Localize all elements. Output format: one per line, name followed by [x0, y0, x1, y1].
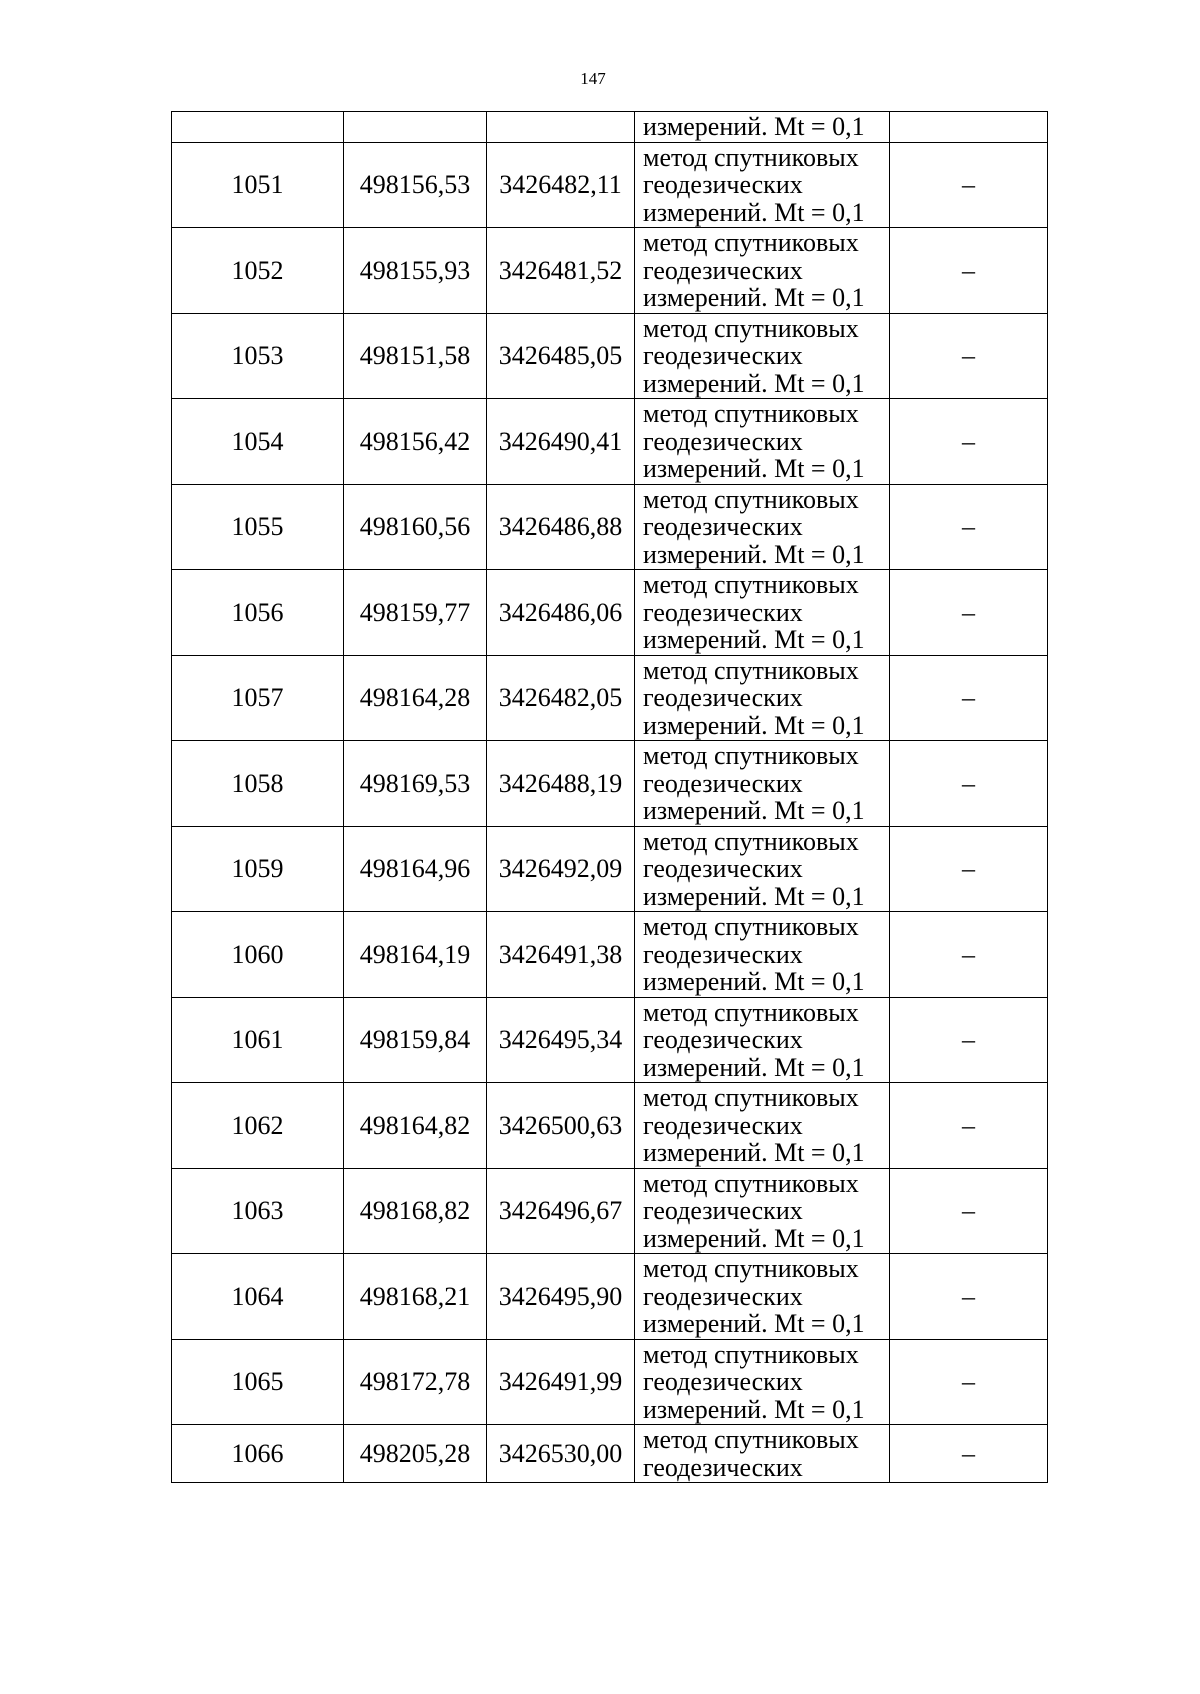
method-cell [635, 1425, 890, 1483]
method-line: геодезических [643, 854, 803, 883]
y-coordinate-cell: 3426530,00 [487, 1425, 635, 1483]
y-coordinate-cell: 3426488,19 [487, 741, 635, 827]
method-cell [635, 112, 890, 143]
y-coordinate-cell: 3426491,38 [487, 912, 635, 998]
table-row [172, 1168, 1048, 1254]
method-line: геодезических [643, 1452, 803, 1482]
note-cell: – [890, 997, 1048, 1083]
method-line: геодезических [643, 597, 803, 627]
note-cell: – [890, 1083, 1048, 1169]
method-cell [635, 1168, 890, 1254]
method-line: измерений. Mt = 0,1 [643, 881, 865, 911]
y-coordinate-cell: 3426486,88 [487, 484, 635, 570]
method-cell [635, 313, 890, 399]
point-number-cell: 1057 [172, 655, 344, 741]
method-line: измерений. Mt = 0,1 [643, 283, 865, 312]
method-cell [635, 1254, 890, 1340]
method-cell [635, 655, 890, 741]
point-number-cell: 1051 [172, 142, 344, 228]
x-coordinate-cell: 498155,93 [344, 228, 487, 314]
method-cell [635, 142, 890, 228]
method-line: измерений. Mt = 0,1 [643, 454, 865, 483]
y-coordinate-cell: 3426500,63 [487, 1083, 635, 1169]
point-number-cell: 1063 [172, 1168, 344, 1254]
note-cell: – [890, 1168, 1048, 1254]
method-cell [635, 1083, 890, 1169]
method-line: измерений. Mt = 0,1 [643, 1394, 865, 1424]
point-number-cell: 1055 [172, 484, 344, 570]
x-coordinate-cell: 498164,19 [344, 912, 487, 998]
method-line: метод спутниковых [643, 142, 859, 172]
note-cell: – [890, 399, 1048, 485]
table-row [172, 484, 1048, 570]
note-cell [890, 112, 1048, 143]
method-line: метод спутниковых [643, 1339, 859, 1369]
table-row [172, 741, 1048, 827]
x-coordinate-cell: 498164,96 [344, 826, 487, 912]
y-coordinate-cell: 3426495,90 [487, 1254, 635, 1340]
note-cell: – [890, 142, 1048, 228]
method-line: геодезических [643, 341, 803, 370]
method-line: измерений. Mt = 0,1 [643, 1052, 865, 1082]
x-coordinate-cell: 498168,21 [344, 1254, 487, 1340]
method-line: измерений. Mt = 0,1 [643, 1223, 865, 1253]
point-number-cell [172, 112, 344, 143]
table-row [172, 1083, 1048, 1169]
table-row [172, 826, 1048, 912]
point-number-cell: 1061 [172, 997, 344, 1083]
method-line: метод спутниковых [643, 313, 859, 343]
y-coordinate-cell: 3426495,34 [487, 997, 635, 1083]
method-line: геодезических [643, 512, 803, 541]
method-line: геодезических [643, 683, 803, 712]
table-row [172, 313, 1048, 399]
method-line: геодезических [643, 170, 803, 199]
method-cell [635, 912, 890, 998]
method-cell [635, 997, 890, 1083]
method-line: метод спутниковых [643, 570, 859, 599]
y-coordinate-cell: 3426486,06 [487, 570, 635, 656]
method-cell [635, 484, 890, 570]
point-number-cell: 1054 [172, 399, 344, 485]
method-line: измерений. Mt = 0,1 [643, 197, 865, 227]
x-coordinate-cell: 498164,82 [344, 1083, 487, 1169]
method-line: измерений. Mt = 0,1 [643, 112, 865, 141]
method-line: измерений. Mt = 0,1 [643, 625, 865, 654]
point-number-cell: 1053 [172, 313, 344, 399]
y-coordinate-cell: 3426481,52 [487, 228, 635, 314]
method-cell [635, 1339, 890, 1425]
y-coordinate-cell: 3426490,41 [487, 399, 635, 485]
method-line: метод спутниковых [643, 228, 859, 257]
x-coordinate-cell: 498159,77 [344, 570, 487, 656]
note-cell: – [890, 313, 1048, 399]
x-coordinate-cell: 498169,53 [344, 741, 487, 827]
method-cell [635, 826, 890, 912]
x-coordinate-cell: 498156,53 [344, 142, 487, 228]
point-number-cell: 1056 [172, 570, 344, 656]
x-coordinate-cell: 498164,28 [344, 655, 487, 741]
y-coordinate-cell: 3426491,99 [487, 1339, 635, 1425]
point-number-cell: 1052 [172, 228, 344, 314]
note-cell: – [890, 826, 1048, 912]
point-number-cell: 1064 [172, 1254, 344, 1340]
table-row [172, 399, 1048, 485]
x-coordinate-cell: 498172,78 [344, 1339, 487, 1425]
method-line: геодезических [643, 1367, 803, 1396]
method-line: измерений. Mt = 0,1 [643, 710, 865, 740]
note-cell: – [890, 1254, 1048, 1340]
method-line: метод спутниковых [643, 1254, 859, 1283]
y-coordinate-cell: 3426496,67 [487, 1168, 635, 1254]
method-line: геодезических [643, 939, 803, 969]
method-line: измерений. Mt = 0,1 [643, 368, 865, 398]
table-row [172, 997, 1048, 1083]
note-cell: – [890, 741, 1048, 827]
point-number-cell: 1059 [172, 826, 344, 912]
note-cell: – [890, 484, 1048, 570]
y-coordinate-cell [487, 112, 635, 143]
method-line: измерений. Mt = 0,1 [643, 539, 865, 569]
x-coordinate-cell: 498168,82 [344, 1168, 487, 1254]
table-row [172, 655, 1048, 741]
table-row [172, 570, 1048, 656]
method-line: геодезических [643, 1281, 803, 1311]
method-line: геодезических [643, 768, 803, 798]
note-cell: – [890, 570, 1048, 656]
method-line: метод спутниковых [643, 1168, 859, 1198]
method-cell [635, 228, 890, 314]
method-line: геодезических [643, 1025, 803, 1054]
x-coordinate-cell: 498156,42 [344, 399, 487, 485]
method-line: измерений. Mt = 0,1 [643, 1309, 865, 1338]
x-coordinate-cell: 498160,56 [344, 484, 487, 570]
method-cell [635, 399, 890, 485]
table-body [172, 112, 1048, 1483]
y-coordinate-cell: 3426492,09 [487, 826, 635, 912]
method-line: метод спутниковых [643, 826, 859, 856]
method-line: метод спутниковых [643, 741, 859, 770]
method-cell [635, 570, 890, 656]
method-line: метод спутниковых [643, 1083, 859, 1112]
method-line: метод спутниковых [643, 655, 859, 685]
note-cell: – [890, 912, 1048, 998]
table-row [172, 912, 1048, 998]
method-line: геодезических [643, 255, 803, 285]
note-cell: – [890, 1425, 1048, 1483]
table-row [172, 142, 1048, 228]
x-coordinate-cell: 498151,58 [344, 313, 487, 399]
method-line: измерений. Mt = 0,1 [643, 967, 865, 996]
table-row [172, 228, 1048, 314]
method-line: метод спутниковых [643, 997, 859, 1027]
method-line: геодезических [643, 1110, 803, 1140]
note-cell: – [890, 655, 1048, 741]
note-cell: – [890, 1339, 1048, 1425]
method-line: геодезических [643, 1196, 803, 1225]
coordinates-table [171, 111, 1048, 1483]
point-number-cell: 1060 [172, 912, 344, 998]
table-row [172, 112, 1048, 143]
method-line: метод спутниковых [643, 399, 859, 428]
method-line: измерений. Mt = 0,1 [643, 1138, 865, 1167]
note-cell: – [890, 228, 1048, 314]
x-coordinate-cell [344, 112, 487, 143]
y-coordinate-cell: 3426482,11 [487, 142, 635, 228]
method-line: измерений. Mt = 0,1 [643, 796, 865, 825]
y-coordinate-cell: 3426485,05 [487, 313, 635, 399]
y-coordinate-cell: 3426482,05 [487, 655, 635, 741]
page-number: 147 [580, 69, 606, 88]
method-cell [635, 741, 890, 827]
method-line: метод спутниковых [643, 912, 859, 941]
point-number-cell: 1066 [172, 1425, 344, 1483]
table-row [172, 1425, 1048, 1483]
method-line: геодезических [643, 426, 803, 456]
point-number-cell: 1058 [172, 741, 344, 827]
method-line: метод спутниковых [643, 1425, 859, 1454]
method-line: метод спутниковых [643, 484, 859, 514]
table-row [172, 1254, 1048, 1340]
point-number-cell: 1062 [172, 1083, 344, 1169]
x-coordinate-cell: 498205,28 [344, 1425, 487, 1483]
x-coordinate-cell: 498159,84 [344, 997, 487, 1083]
table-row [172, 1339, 1048, 1425]
point-number-cell: 1065 [172, 1339, 344, 1425]
